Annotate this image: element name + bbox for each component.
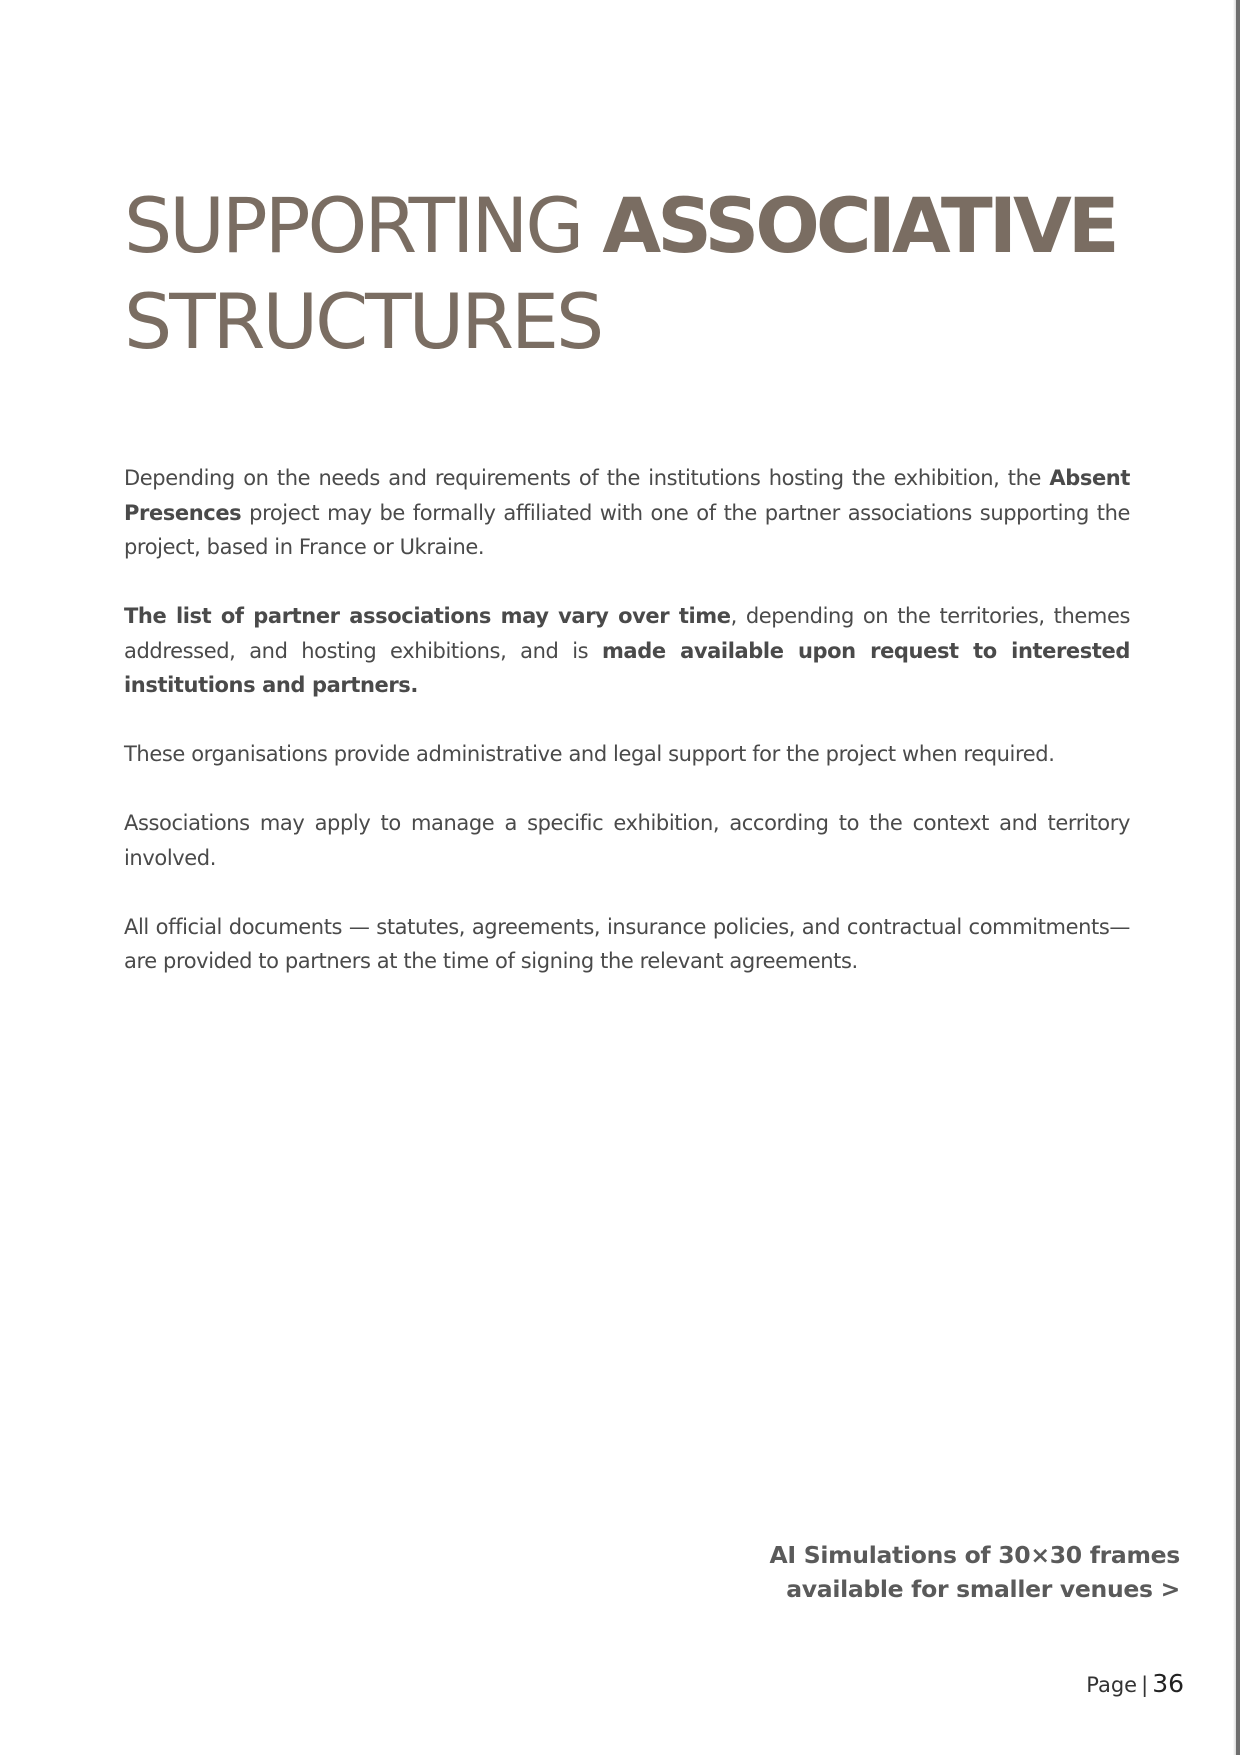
paragraph-affiliation xyxy=(124,461,1130,565)
cta-line-1: AI Simulations of 30×30 frames xyxy=(769,1541,1180,1569)
simulations-link[interactable] xyxy=(580,1538,1180,1606)
text-span: project may be formally affiliated with one of the partner associations supporting the project, based in France or Ukraine. xyxy=(124,500,1130,559)
page-edge xyxy=(1236,0,1240,1755)
paragraph-associations: Associations may apply to manage a specific exhibition, according to the context and territory involved. xyxy=(124,811,1130,870)
page-label: Page xyxy=(1086,1673,1138,1697)
title-light: SUPPORTING xyxy=(124,181,582,270)
bold-span: made available upon request to interested institutions and partners. xyxy=(124,638,1130,697)
paragraph-partner-list xyxy=(124,599,1130,703)
title-line2: STRUCTURES xyxy=(124,277,602,366)
cta-line-2: available for smaller venues > xyxy=(786,1575,1180,1603)
page-title xyxy=(124,178,1184,370)
title-bold: ASSOCIATIVE xyxy=(602,181,1116,270)
paragraph-support: These organisations provide administrative and legal support for the project when required. xyxy=(124,742,1055,766)
project-name: Absent Presences xyxy=(124,466,1130,525)
page-number xyxy=(1086,1669,1184,1698)
text-span: , depending on the territories, themes addressed, and hosting exhibitions, and is xyxy=(124,604,1131,663)
page-number-value: 36 xyxy=(1152,1669,1184,1698)
body-text xyxy=(124,461,1130,1013)
paragraph-documents: All official documents — statutes, agreements, insurance policies, and contractual commitments—are provided to partners at the time of signing the relevant agreements. xyxy=(124,914,1130,973)
bold-span: The list of partner associations may vary over time xyxy=(124,604,731,628)
page-separator: | xyxy=(1141,1673,1149,1697)
text-span: Depending on the needs and requirements of the institutions hosting the exhibition, the xyxy=(124,466,1050,490)
